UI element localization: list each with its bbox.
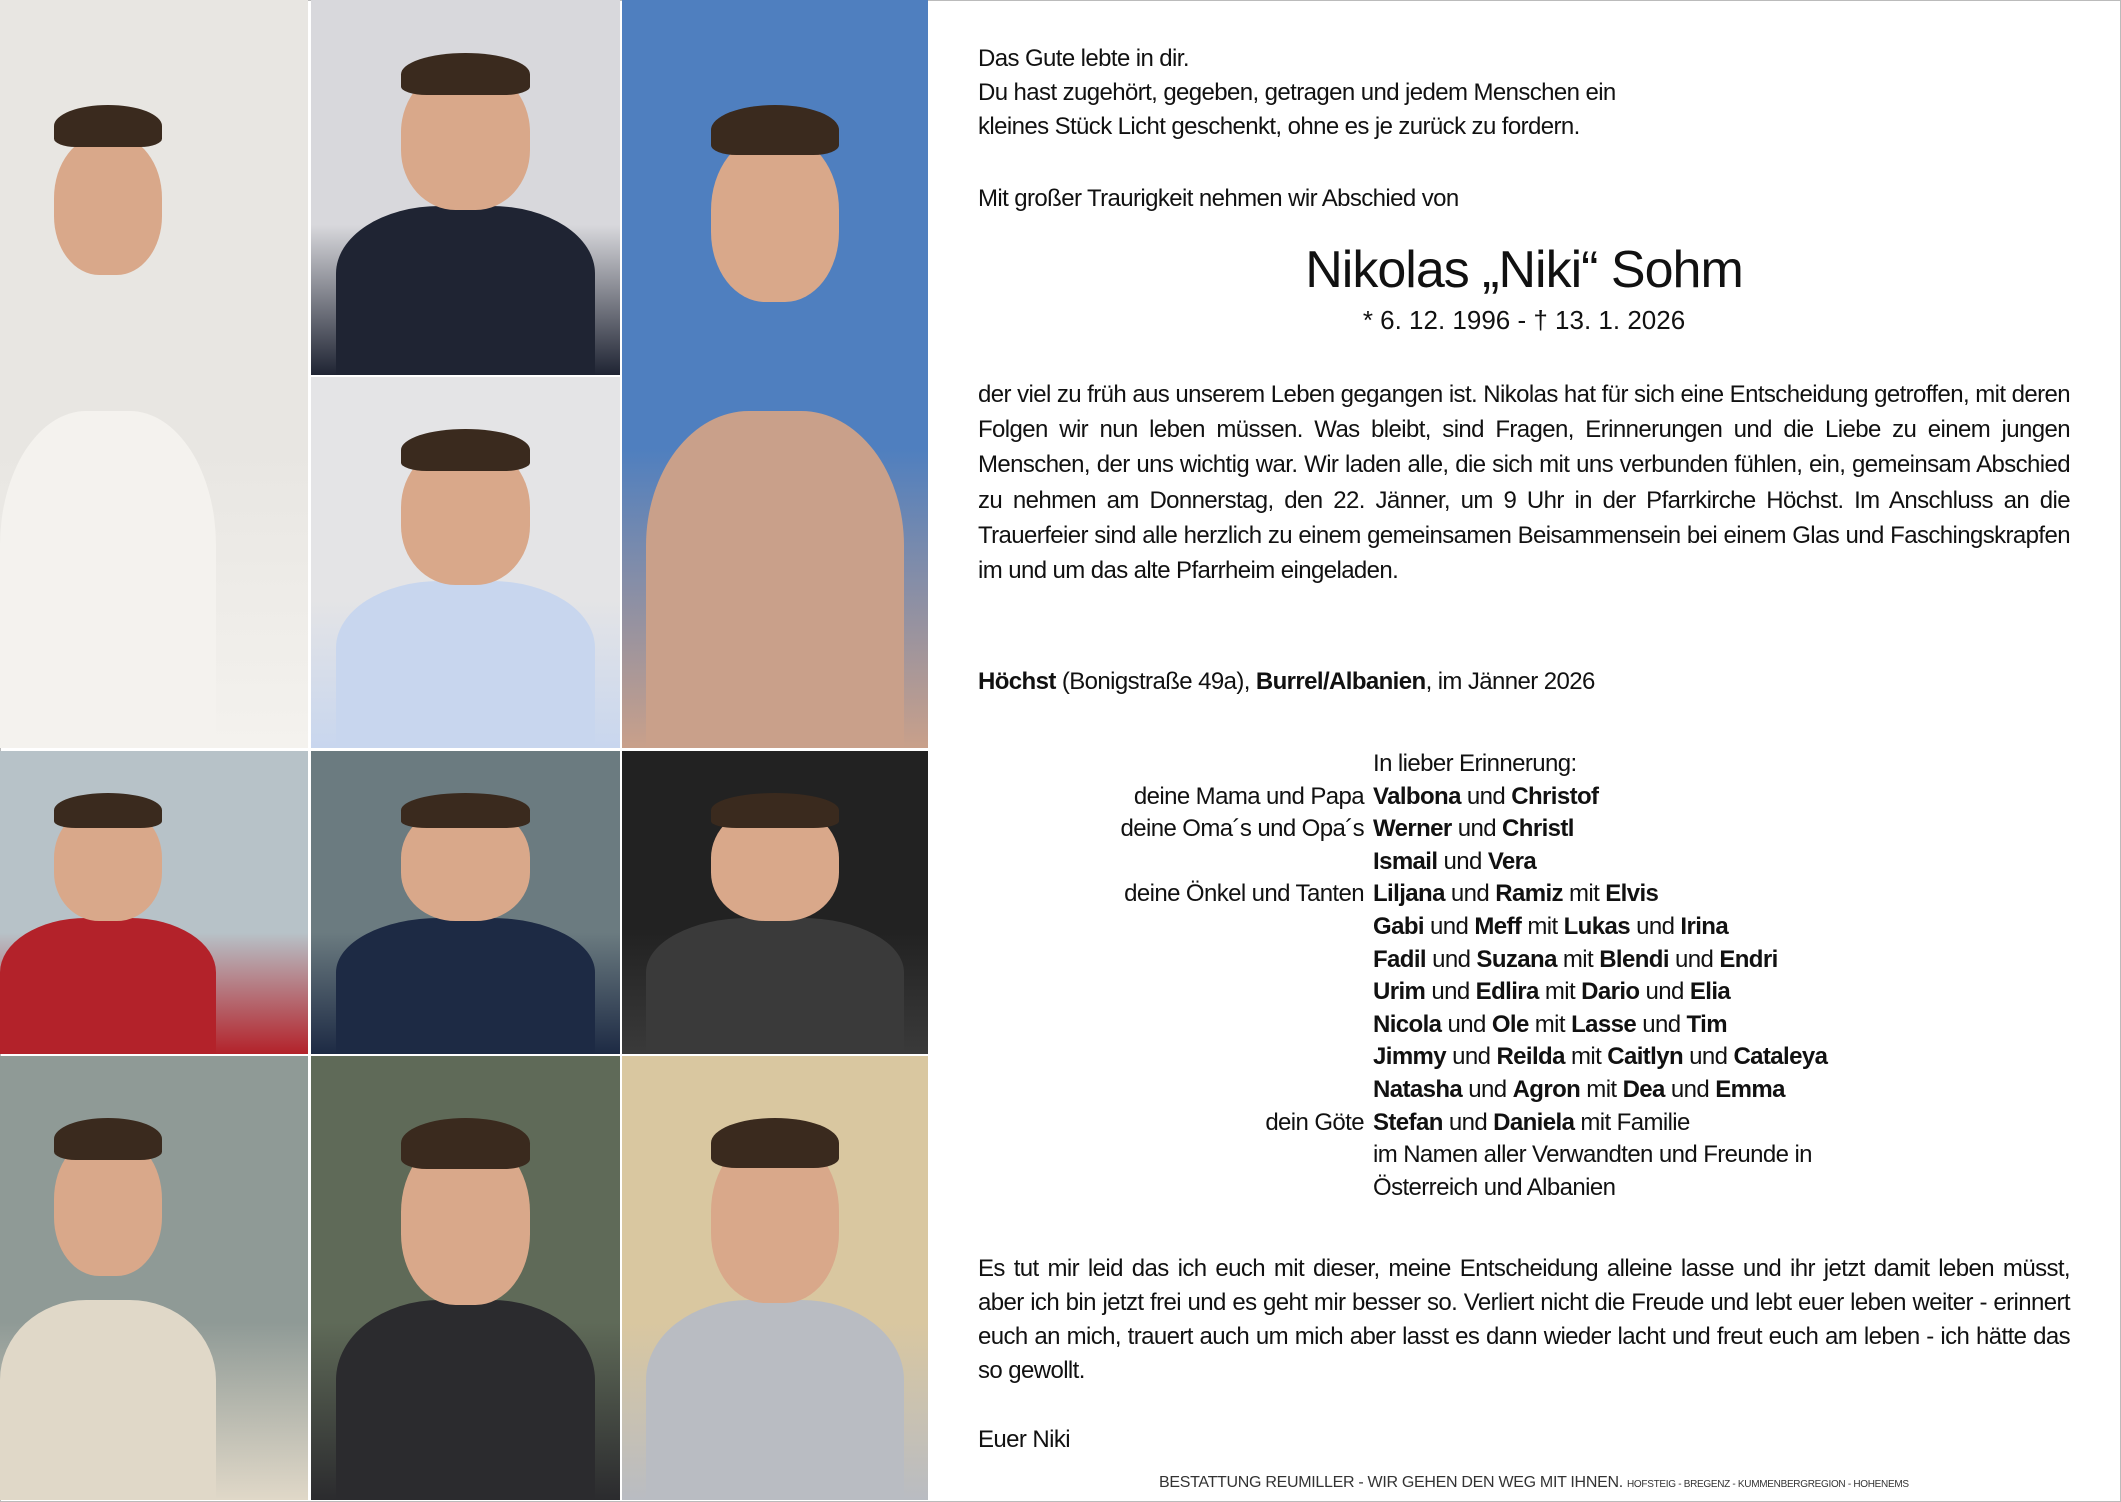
mourner-row: [1000, 781, 2100, 814]
intro-line: kleines Stück Licht geschenkt, ohne es je zurück zu fordern.: [978, 113, 1580, 140]
intro-line: Du hast zugehört, gegeben, getragen und jedem Menschen ein: [978, 79, 1616, 106]
mourner-names: Stefan und Daniela mit Familie: [1373, 1108, 1690, 1136]
life-dates: * 6. 12. 1996 - † 13. 1. 2026: [1362, 305, 1686, 335]
mourner-row: [1000, 1107, 2100, 1140]
place-month: , im Jänner 2026: [1425, 668, 1595, 695]
photo-waving-white-polo: [0, 0, 308, 748]
mourner-names: Österreich und Albanien: [1373, 1173, 1616, 1201]
relation-label: dein Göte: [1265, 1108, 1364, 1136]
mourner-row: [1000, 1041, 2100, 1074]
mourner-names: Ismail und Vera: [1373, 847, 1537, 875]
place-date-line: [978, 665, 2070, 699]
photo-teen-with-guitar: [622, 751, 928, 1054]
place-hoechst: Höchst: [978, 668, 1056, 695]
place-address: (Bonigstraße 49a),: [1055, 668, 1256, 695]
relation-label: [1000, 846, 1373, 879]
funeral-home-footer: [1159, 1474, 1909, 1492]
intro-quote: [978, 42, 2070, 144]
mourner-names: Natasha und Agron mit Dea und Emma: [1373, 1075, 1785, 1103]
mourner-row: [1000, 1074, 2100, 1107]
mourner-names: im Namen aller Verwandten und Freunde in: [1373, 1141, 1812, 1169]
mourner-names: Urim und Edlira mit Dario und Elia: [1373, 978, 1731, 1006]
mourner-names: Gabi und Meff mit Lukas und Irina: [1373, 912, 1729, 940]
mourner-row: [1000, 846, 2100, 879]
photo-suit-portrait: [311, 0, 620, 375]
closing-message: Es tut mir leid das ich euch mit dieser, meine Entscheidung alleine lasse und ihr jetzt damit leben müsst, aber ich bin jetzt frei und es geht mir besser so. Verliert nicht die Freude und lebt euer leben weiter - erinnert euch an mich, trauert auch um mich aber lasst es dann wieder lacht und freut euch am leben - ich hätte das so gewollt.: [978, 1255, 2070, 1384]
photo-cyclist-with-bike: [311, 1056, 620, 1500]
relation-label: [1000, 1009, 1373, 1042]
announcement-text: der viel zu früh aus unserem Leben gegangen ist. Nikolas hat für sich eine Entscheidung getroffen, mit deren Folgen wir nun leben müssen. Was bleibt, sind Fragen, Erinnerungen und die Liebe zu einem jungen Menschen, der uns wichtig war. Wir laden alle, die sich mit uns verbunden fühlen, ein, gemeinsam Abschied zu nehmen am Donnerstag, den 22. Jänner, um 9 Uhr in der Pfarrkirche Höchst. Im Anschluss an die Trauerfeier sind alle herzlich zu einem gemeinsamen Beisammensein bei einem Glas und Faschingskrapfen im und um das alte Pfarrheim eingeladen.: [978, 381, 2070, 585]
relation-label: [1000, 1139, 1373, 1172]
relation-label: [1000, 976, 1373, 1009]
mourner-names: Liljana und Ramiz mit Elvis: [1373, 880, 1659, 908]
mourner-row: [1000, 878, 2100, 911]
mourners-list: [1000, 748, 2100, 1204]
relation-label: [1000, 1172, 1373, 1205]
mourner-names: Werner und Christl: [1373, 815, 1574, 843]
mourner-row: [1000, 813, 2100, 846]
photo-sunset-selfie: [622, 1056, 928, 1500]
mourner-row: [1000, 944, 2100, 977]
mourner-row: [1000, 976, 2100, 1009]
relation-label: [1000, 1074, 1373, 1107]
photo-headphones-jacket: [0, 1056, 308, 1500]
footer-slogan: BESTATTUNG REUMILLER - WIR GEHEN DEN WEG MIT IHNEN.: [1159, 1474, 1623, 1491]
photo-carnival-hat-sunglasses: [0, 751, 308, 1054]
relation-label: [1000, 944, 1373, 977]
farewell-line: Mit großer Traurigkeit nehmen wir Abschied von: [978, 185, 1459, 212]
relation-label: deine Oma´s und Opa´s: [1120, 815, 1364, 843]
mourners-heading: In lieber Erinnerung:: [1373, 750, 1577, 777]
footer-regions: HOFSTEIG - BREGENZ - KUMMENBERGREGION - HOHENEMS: [1627, 1479, 1909, 1490]
mourner-row: [1000, 1009, 2100, 1042]
mourner-names: Jimmy und Reilda mit Caitlyn und Cataleya: [1373, 1043, 1828, 1071]
mourner-row: [1000, 1139, 2100, 1172]
mourner-names: Valbona und Christof: [1373, 782, 1599, 810]
place-burrel: Burrel/Albanien: [1255, 668, 1426, 695]
relation-label: [1000, 911, 1373, 944]
mourner-names: Fadil und Suzana mit Blendi und Endri: [1373, 945, 1778, 973]
photo-mountain-selfie: [622, 0, 928, 748]
mourner-names: Nicola und Ole mit Lasse und Tim: [1373, 1010, 1727, 1038]
deceased-name: Nikolas „Niki“ Sohm: [1305, 241, 1743, 299]
mourner-row: [1000, 911, 2100, 944]
relation-label: deine Önkel und Tanten: [1124, 880, 1364, 908]
photo-light-blue-shirt-portrait: [311, 377, 620, 748]
photo-red-cap-face-paint: [311, 751, 620, 1054]
signature: Euer Niki: [978, 1426, 1070, 1453]
relation-label: [1000, 1041, 1373, 1074]
mourner-row: [1000, 1172, 2100, 1205]
relation-label: deine Mama und Papa: [1133, 782, 1364, 810]
intro-line: Das Gute lebte in dir.: [978, 45, 1189, 72]
